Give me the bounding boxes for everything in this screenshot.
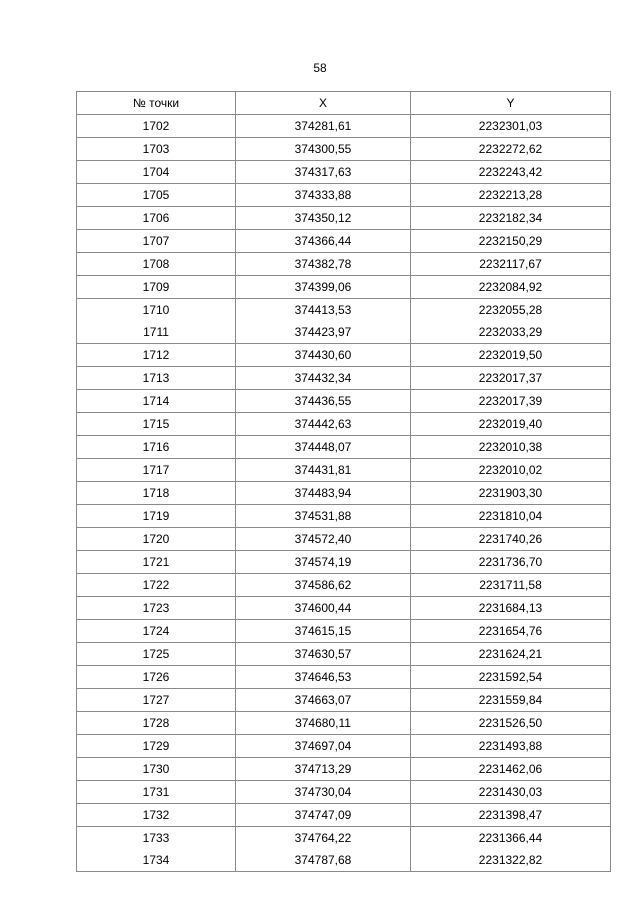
cell-x: 374630,57 (236, 643, 411, 666)
table-row (77, 804, 611, 827)
table-row (77, 253, 611, 276)
table-row (77, 367, 611, 390)
cell-y: 2232010,02 (411, 459, 611, 482)
cell-x: 374333,88 (236, 184, 411, 207)
cell-point-number: 1722 (77, 574, 236, 597)
cell-y: 2231810,04 (411, 505, 611, 528)
cell-y: 2232017,39 (411, 390, 611, 413)
cell-point-number: 1723 (77, 597, 236, 620)
cell-point-number: 1708 (77, 253, 236, 276)
cell-y: 2231322,82 (411, 849, 611, 872)
cell-point-number: 1704 (77, 161, 236, 184)
cell-x: 374350,12 (236, 207, 411, 230)
cell-y: 2231736,70 (411, 551, 611, 574)
cell-point-number: 1733 (77, 827, 236, 850)
table-row (77, 735, 611, 758)
table-row (77, 849, 611, 872)
cell-y: 2232272,62 (411, 138, 611, 161)
cell-x: 374413,53 (236, 299, 411, 322)
cell-y: 2232019,40 (411, 413, 611, 436)
cell-point-number: 1706 (77, 207, 236, 230)
cell-x: 374366,44 (236, 230, 411, 253)
cell-x: 374483,94 (236, 482, 411, 505)
cell-y: 2231624,21 (411, 643, 611, 666)
cell-y: 2231493,88 (411, 735, 611, 758)
cell-x: 374747,09 (236, 804, 411, 827)
table-row (77, 689, 611, 712)
cell-x: 374574,19 (236, 551, 411, 574)
table-row (77, 643, 611, 666)
cell-x: 374615,15 (236, 620, 411, 643)
table-row (77, 344, 611, 367)
cell-y: 2231684,13 (411, 597, 611, 620)
cell-y: 2232182,34 (411, 207, 611, 230)
cell-x: 374572,40 (236, 528, 411, 551)
header-y: Y (411, 92, 611, 115)
cell-x: 374680,11 (236, 712, 411, 735)
table-row (77, 620, 611, 643)
cell-x: 374399,06 (236, 276, 411, 299)
header-point-number: № точки (77, 92, 236, 115)
cell-point-number: 1731 (77, 781, 236, 804)
table-row (77, 299, 611, 322)
cell-y: 2231559,84 (411, 689, 611, 712)
cell-point-number: 1721 (77, 551, 236, 574)
cell-point-number: 1727 (77, 689, 236, 712)
table-row (77, 666, 611, 689)
header-row (77, 92, 611, 115)
cell-point-number: 1718 (77, 482, 236, 505)
cell-point-number: 1734 (77, 849, 236, 872)
cell-y: 2231711,58 (411, 574, 611, 597)
cell-y: 2232117,67 (411, 253, 611, 276)
cell-y: 2232084,92 (411, 276, 611, 299)
cell-y: 2232055,28 (411, 299, 611, 322)
table-body (77, 115, 611, 872)
cell-y: 2231740,26 (411, 528, 611, 551)
cell-y: 2232033,29 (411, 321, 611, 344)
cell-point-number: 1720 (77, 528, 236, 551)
cell-x: 374423,97 (236, 321, 411, 344)
cell-point-number: 1732 (77, 804, 236, 827)
cell-x: 374713,29 (236, 758, 411, 781)
cell-x: 374442,63 (236, 413, 411, 436)
table-row (77, 184, 611, 207)
cell-point-number: 1712 (77, 344, 236, 367)
table-row (77, 528, 611, 551)
cell-x: 374730,04 (236, 781, 411, 804)
cell-point-number: 1713 (77, 367, 236, 390)
table-row (77, 597, 611, 620)
cell-y: 2232019,50 (411, 344, 611, 367)
table-row (77, 207, 611, 230)
cell-point-number: 1707 (77, 230, 236, 253)
page-number: 58 (313, 61, 327, 75)
cell-point-number: 1719 (77, 505, 236, 528)
cell-y: 2231592,54 (411, 666, 611, 689)
cell-x: 374531,88 (236, 505, 411, 528)
cell-point-number: 1717 (77, 459, 236, 482)
cell-y: 2232301,03 (411, 115, 611, 138)
cell-point-number: 1710 (77, 299, 236, 322)
cell-point-number: 1726 (77, 666, 236, 689)
table-row (77, 138, 611, 161)
cell-x: 374281,61 (236, 115, 411, 138)
cell-x: 374787,68 (236, 849, 411, 872)
table-row (77, 505, 611, 528)
cell-x: 374586,62 (236, 574, 411, 597)
table-header (77, 92, 611, 115)
table-row (77, 781, 611, 804)
cell-x: 374697,04 (236, 735, 411, 758)
cell-point-number: 1703 (77, 138, 236, 161)
table-row (77, 551, 611, 574)
cell-y: 2232150,29 (411, 230, 611, 253)
table-row (77, 115, 611, 138)
table-row (77, 413, 611, 436)
table-row (77, 436, 611, 459)
table-row (77, 161, 611, 184)
cell-point-number: 1730 (77, 758, 236, 781)
table-row (77, 390, 611, 413)
cell-point-number: 1716 (77, 436, 236, 459)
cell-x: 374646,53 (236, 666, 411, 689)
cell-y: 2231462,06 (411, 758, 611, 781)
cell-point-number: 1711 (77, 321, 236, 344)
cell-y: 2231430,03 (411, 781, 611, 804)
cell-point-number: 1729 (77, 735, 236, 758)
table-row (77, 276, 611, 299)
cell-x: 374300,55 (236, 138, 411, 161)
cell-point-number: 1714 (77, 390, 236, 413)
header-x: X (236, 92, 411, 115)
table-row (77, 230, 611, 253)
cell-y: 2231398,47 (411, 804, 611, 827)
cell-point-number: 1715 (77, 413, 236, 436)
cell-y: 2231366,44 (411, 827, 611, 850)
table-row (77, 459, 611, 482)
cell-y: 2231903,30 (411, 482, 611, 505)
cell-x: 374317,63 (236, 161, 411, 184)
cell-y: 2232017,37 (411, 367, 611, 390)
cell-y: 2232213,28 (411, 184, 611, 207)
cell-x: 374431,81 (236, 459, 411, 482)
cell-y: 2232010,38 (411, 436, 611, 459)
cell-x: 374663,07 (236, 689, 411, 712)
table-row (77, 574, 611, 597)
cell-x: 374430,60 (236, 344, 411, 367)
cell-point-number: 1705 (77, 184, 236, 207)
table-row (77, 712, 611, 735)
cell-point-number: 1724 (77, 620, 236, 643)
cell-x: 374436,55 (236, 390, 411, 413)
cell-x: 374432,34 (236, 367, 411, 390)
cell-point-number: 1725 (77, 643, 236, 666)
cell-point-number: 1709 (77, 276, 236, 299)
cell-point-number: 1702 (77, 115, 236, 138)
table-row (77, 827, 611, 850)
cell-y: 2231654,76 (411, 620, 611, 643)
table-row (77, 482, 611, 505)
cell-y: 2231526,50 (411, 712, 611, 735)
cell-x: 374764,22 (236, 827, 411, 850)
cell-x: 374382,78 (236, 253, 411, 276)
cell-point-number: 1728 (77, 712, 236, 735)
cell-y: 2232243,42 (411, 161, 611, 184)
table-row (77, 321, 611, 344)
cell-x: 374600,44 (236, 597, 411, 620)
cell-x: 374448,07 (236, 436, 411, 459)
table-row (77, 758, 611, 781)
coordinates-table (76, 91, 611, 872)
